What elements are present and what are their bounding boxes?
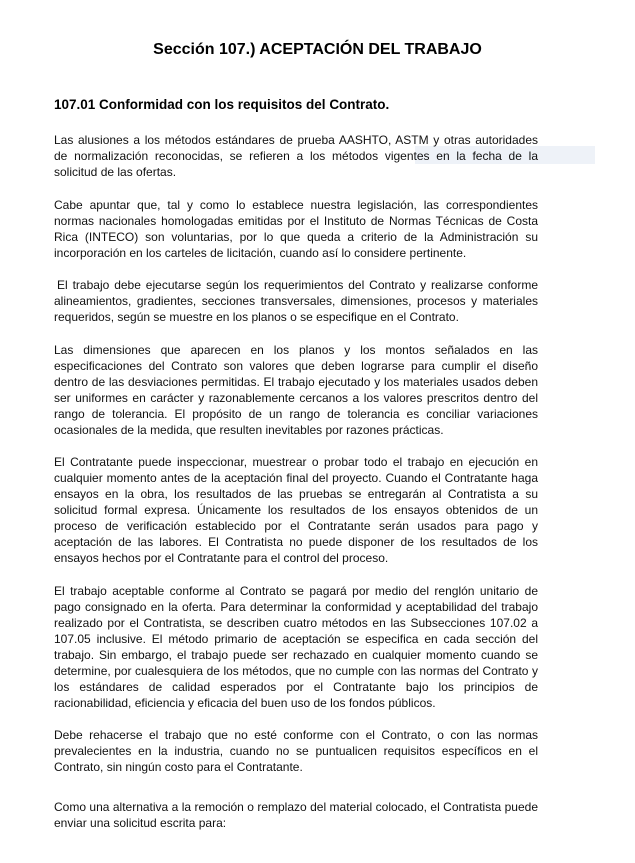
section-heading: 107.01 Conformidad con los requisitos del Contrato. (54, 97, 390, 112)
paragraph: El Contratante puede inspeccionar, muestrear o probar todo el trabajo en ejecución en cualquier momento antes de la aceptación final del proyecto. Cuando el Contratante haga ensayos en la obra, los resultados de las pruebas se entregarán al Contratista a su solicitud formal expresa. Únicamente los resultados de los ensayos obtenidos de un proceso de verificación establecido por el Contratante serán usados para pago y aceptación de las labores. El Contratista no puede disponer de los resultados de los ensayos hechos por el Contratante para el control del proceso. (54, 455, 538, 565)
paragraph: Como una alternativa a la remoción o remplazo del material colocado, el Contratista puede enviar una solicitud escrita para: (54, 800, 538, 830)
paragraph: Las alusiones a los métodos estándares de prueba AASHTO, ASTM y otras autoridades de normalización reconocidas, se refieren a los métodos vigentes en la fecha de la solicitud de las ofertas. (54, 133, 538, 179)
document-body (54, 132, 538, 848)
paragraph: Las dimensiones que aparecen en los planos y los montos señalados en las especificaciones del Contrato son valores que deben lograrse para cumplir el diseño dentro de las desviaciones permitidas. El trabajo ejecutado y los materiales usados deben ser uniformes en carácter y razonablemente cercanos a los valores prescritos dentro del rango de tolerancia. El propósito de un rango de tolerancia es conciliar variaciones ocasionales de la medida, que resulten inevitables por razones prácticas. (54, 342, 538, 437)
paragraph: El trabajo debe ejecutarse según los requerimientos del Contrato y realizarse conforme alineamientos, gradientes, secciones transversales, dimensiones, procesos y materiales requeridos, según se muestre en los planos o se especifique en el Contrato. (54, 278, 538, 324)
document-title: Sección 107.) ACEPTACIÓN DEL TRABAJO (153, 41, 482, 58)
paragraph: El trabajo aceptable conforme al Contrato se pagará por medio del renglón unitario de pago consignado en la oferta. Para determinar la conformidad y aceptabilidad del trabajo realizado por el Contratista, se describen cuatro métodos en las Subsecciones 107.02 a 107.05 inclusive. El método primario de aceptación se especifica en cada sección del trabajo. Sin embargo, el trabajo puede ser rechazado en cualquier momento cuando se determine, por cualesquiera de los métodos, que no cumple con las normas del Contrato y los estándares de calidad esperados por el Contratante bajo los principios de racionabilidad, eficiencia y eficacia del buen uso de los fondos públicos. (54, 583, 538, 710)
paragraph: Cabe apuntar que, tal y como lo establece nuestra legislación, las correspondientes normas nacionales homologadas emitidas por el Instituto de Normas Técnicas de Costa Rica (INTECO) son voluntarias, por lo que queda a criterio de la Administración su incorporación en los carteles de licitación, cuando así lo considere pertinente. (54, 197, 538, 260)
paragraph: Debe rehacerse el trabajo que no esté conforme con el Contrato, o con las normas prevalecientes en la industria, cuando no se puntualicen requisitos específicos en el Contrato, sin ningún costo para el Contratante. (54, 728, 538, 774)
